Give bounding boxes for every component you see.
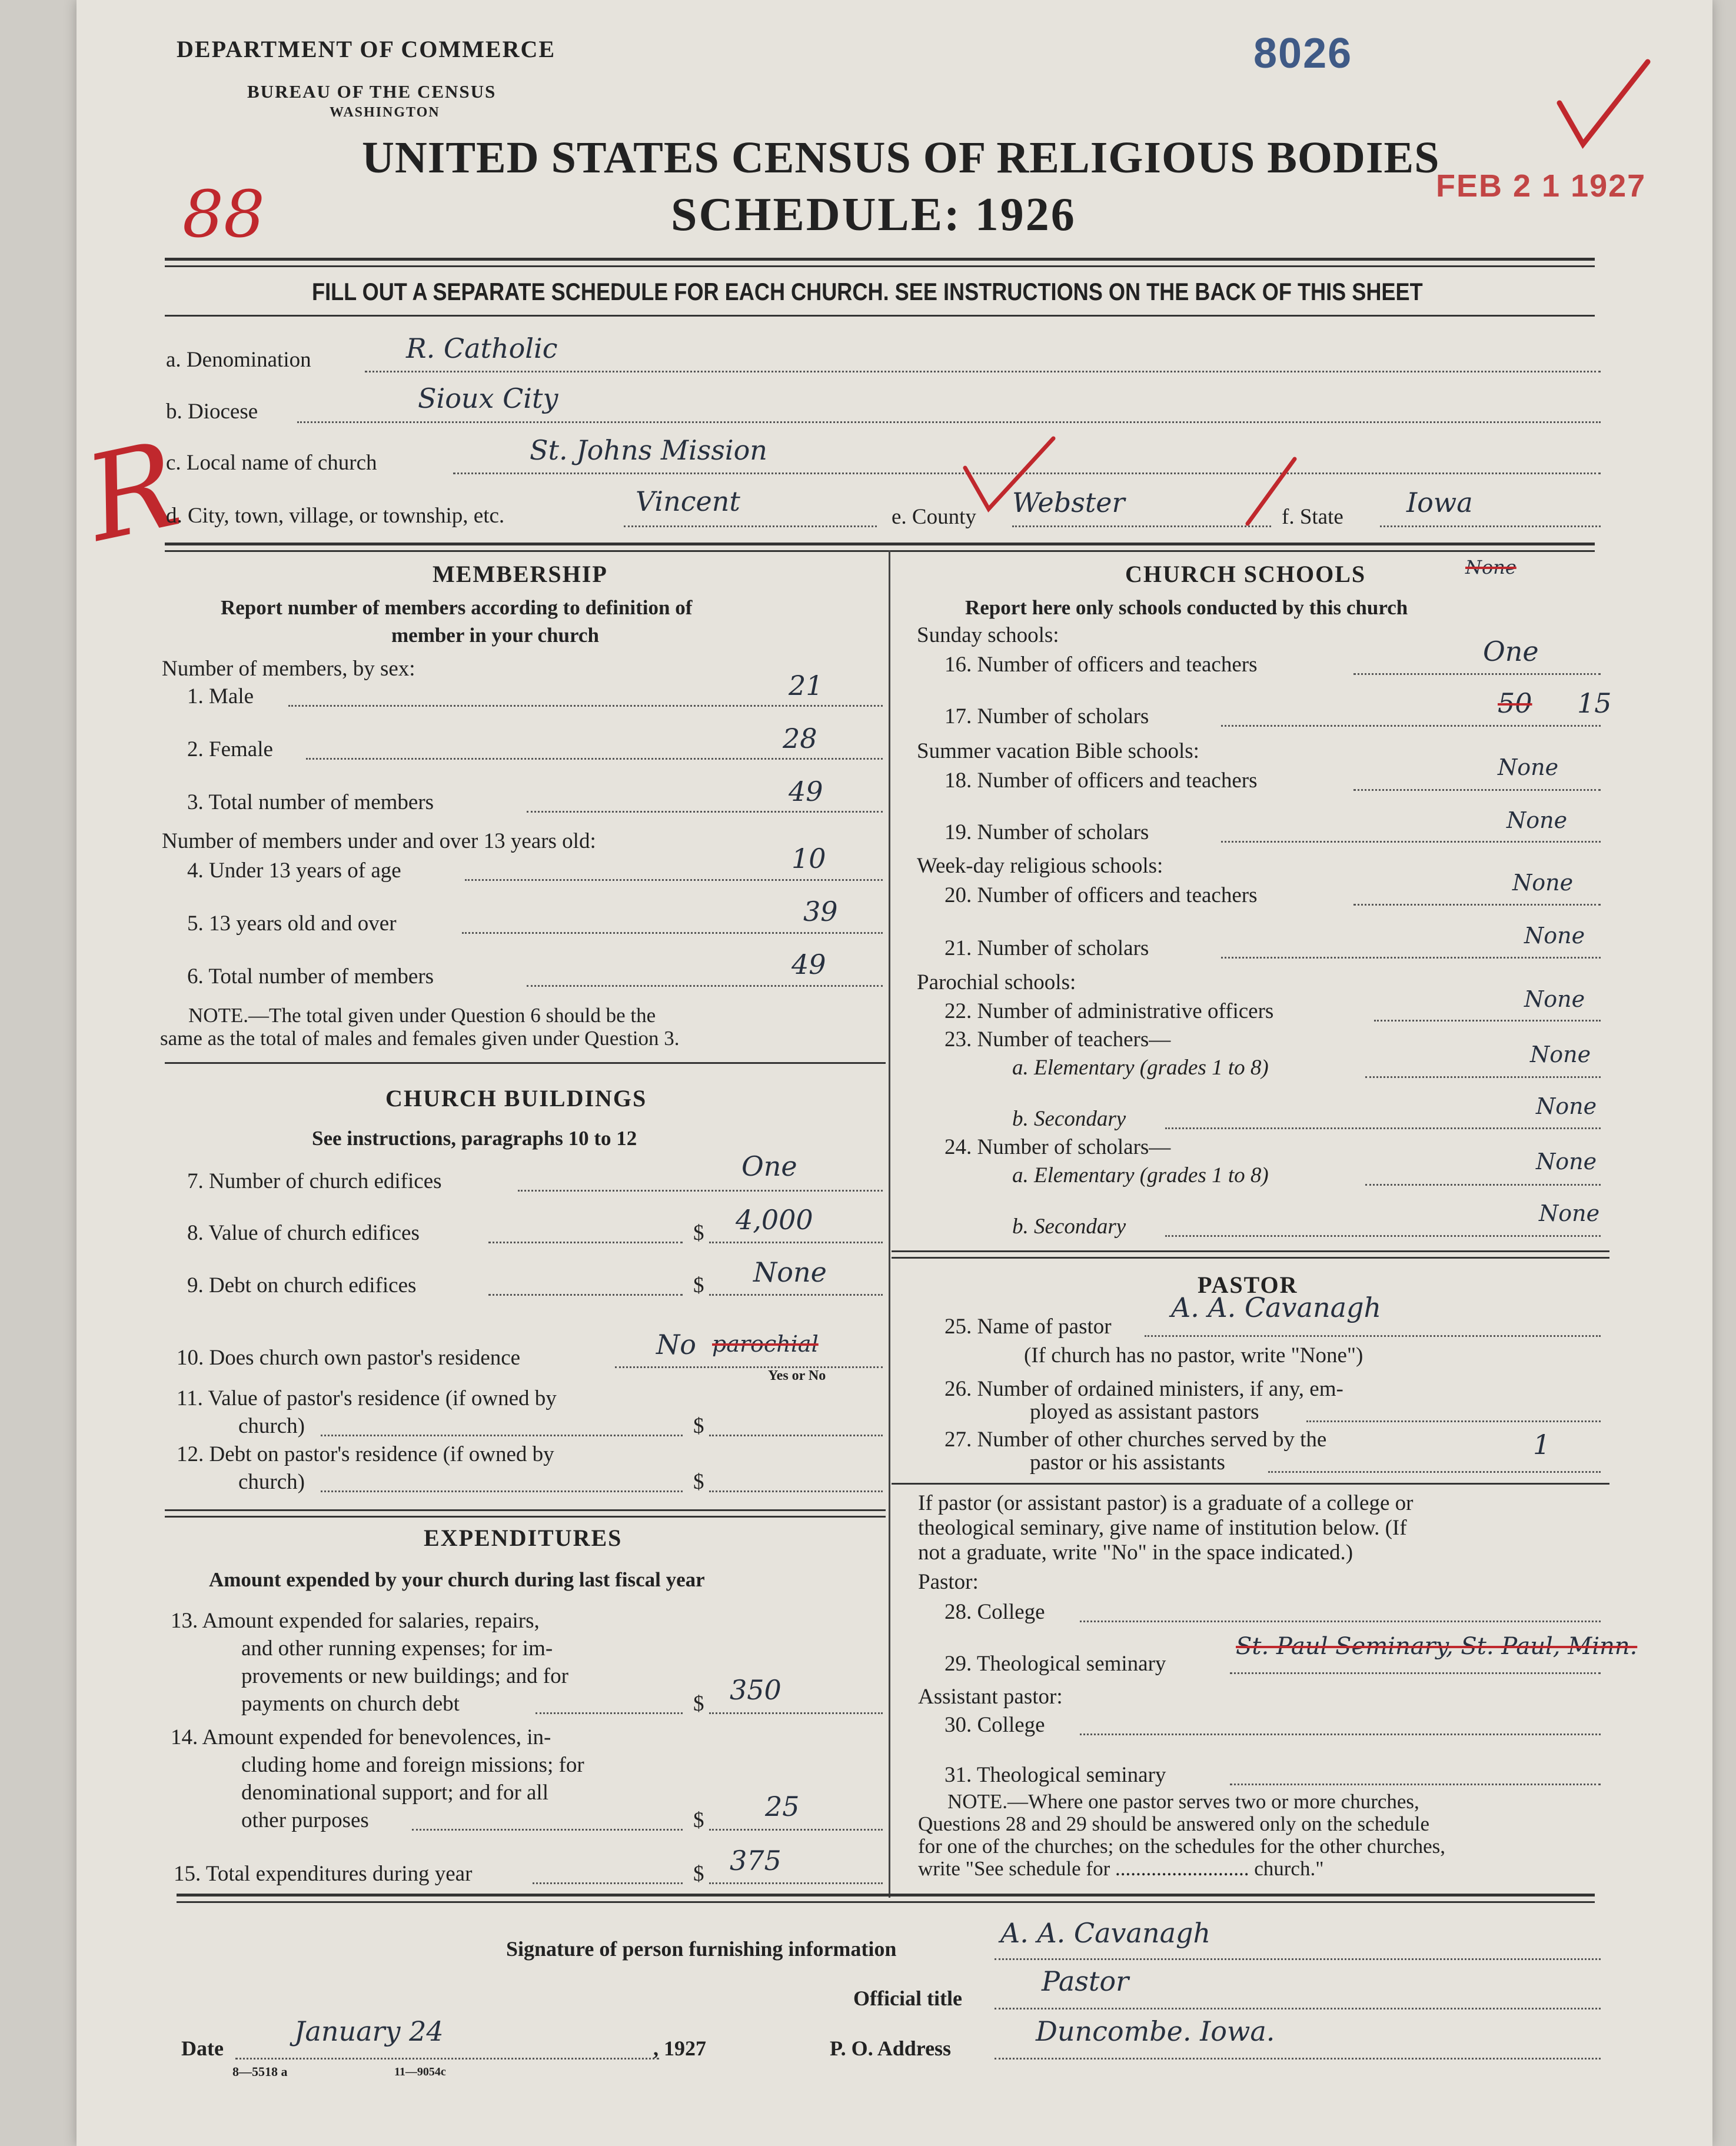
city-heading: WASHINGTON [330,105,440,120]
q27-label-2: pastor or his assistants [1030,1450,1225,1475]
expenditures-intro: Amount expended by your church during last fiscal year [209,1568,705,1591]
graduate-note-1: If pastor (or assistant pastor) is a graduate of a college or [918,1491,1414,1515]
received-date-stamp: FEB 2 1 1927 [1436,168,1647,204]
q19-value: None [1506,807,1568,833]
q1-label: 1. Male [187,684,254,708]
signature-value: A. A. Cavanagh [1000,1917,1211,1949]
q26-label-1: 26. Number of ordained ministers, if any, em- [945,1377,1343,1401]
q12-amount-line [709,1490,883,1492]
q24a-value: None [1536,1149,1597,1175]
summer-schools-heading: Summer vacation Bible schools: [917,739,1199,763]
q6-label: 6. Total number of members [187,964,434,989]
rule-id-2 [165,550,1595,552]
diocese-line [297,421,1601,423]
q15-currency: $ [693,1862,704,1886]
q8-value: 4,000 [736,1204,813,1236]
q27-line [1268,1471,1601,1473]
q25-label: 25. Name of pastor [945,1315,1112,1339]
q15-value: 375 [730,1845,781,1876]
pastor-note-2: Questions 28 and 29 should be answered only on the schedule [918,1812,1430,1835]
q23b-line [1165,1127,1601,1129]
po-address-value: Duncombe. Iowa. [1036,2015,1275,2047]
q8-label: 8. Value of church edifices [187,1221,420,1245]
q20-line [1353,904,1601,906]
q28-line [1080,1621,1601,1622]
rule-bottom-2 [177,1901,1595,1903]
date-value: January 24 [294,2015,444,2047]
diocese-label: b. Diocese [166,400,258,424]
q17-label: 17. Number of scholars [945,704,1149,728]
q22-value: None [1524,986,1585,1012]
q10-value: No [656,1329,696,1360]
q13-label-4: payments on church debt [241,1692,460,1716]
q6-line [527,985,883,987]
date-line [235,2058,659,2060]
q2-line [306,758,883,760]
q15-amount-line [709,1882,883,1884]
q9-currency: $ [693,1273,704,1297]
q11-label-2: church) [238,1414,305,1438]
schools-title: CHURCH SCHOOLS [1125,561,1366,587]
q7-value: One [741,1150,797,1182]
q13-amount-line [709,1712,883,1714]
q14-label-1: 14. Amount expended for benevolences, in- [171,1725,551,1749]
q21-line [1221,957,1601,959]
q14-label-3: denominational support; and for all [241,1781,548,1805]
schedule-number-stamp: 8026 [1253,30,1353,77]
q12-label-1: 12. Debt on pastor's residence (if owned by [177,1442,554,1466]
membership-intro-2: member in your church [391,624,599,647]
po-address-label: P. O. Address [830,2037,952,2060]
city-label: d. City, town, village, or township, etc. [166,504,505,528]
form-number: 8—5518 a [232,2064,288,2079]
q8-amount-line [709,1242,883,1243]
q7-label: 7. Number of church edifices [187,1169,442,1193]
official-title-label: Official title [853,1987,962,2010]
q23a-value: None [1530,1042,1591,1067]
q4-value: 10 [791,843,826,874]
graduate-note-3: not a graduate, write "No" in the space indicated.) [918,1541,1353,1565]
signature-label: Signature of person furnishing information [506,1937,897,1961]
q21-value: None [1524,923,1585,949]
q15-line [533,1882,683,1884]
q23b-label: b. Secondary [1012,1107,1126,1131]
membership-title: MEMBERSHIP [433,561,608,587]
q20-value: None [1512,870,1574,896]
q18-line [1353,789,1601,791]
q16-label: 16. Number of officers and teachers [945,653,1258,677]
official-title-value: Pastor [1042,1965,1129,1997]
q19-label: 19. Number of scholars [945,820,1149,844]
rule-id-1 [165,543,1595,545]
red-check-mark-icon [1554,56,1654,150]
pastor-note-1: NOTE.—Where one pastor serves two or more churches, [947,1790,1419,1813]
q8-currency: $ [693,1221,704,1245]
q3-value: 49 [789,776,823,807]
q14-label-4: other purposes [241,1808,369,1832]
print-number: 11—9054c [394,2065,446,2078]
q5-value: 39 [803,896,838,927]
q12-currency: $ [693,1470,704,1494]
q23a-line [1365,1076,1601,1078]
q25-hint: (If church has no pastor, write "None") [1024,1343,1363,1368]
q13-label-2: and other running expenses; for im- [241,1636,553,1661]
church-name-label: c. Local name of church [166,451,377,475]
county-value: Webster [1012,487,1125,518]
q31-line [1230,1784,1601,1785]
q18-label: 18. Number of officers and teachers [945,768,1258,793]
q28-label: 28. College [945,1600,1045,1624]
rule-right-3 [892,1483,1609,1485]
column-divider [889,550,890,1898]
members-by-age-heading: Number of members under and over 13 years old: [162,829,596,853]
rule-left-1 [165,1062,886,1064]
q5-label: 5. 13 years old and over [187,911,397,936]
membership-note-2: same as the total of males and females given under Question 3. [160,1027,680,1050]
q17-struck-value: 50 [1498,687,1532,719]
rule-bottom-1 [177,1894,1595,1897]
rule-right-1 [892,1250,1609,1252]
parochial-schools-heading: Parochial schools: [917,970,1076,994]
q29-line [1230,1672,1601,1674]
q10-line [615,1366,883,1368]
membership-intro-1: Report number of members according to definition of [221,596,693,619]
q3-line [527,811,883,813]
q10-label: 10. Does church own pastor's residence [177,1346,521,1370]
q1-line [288,705,883,707]
rule-right-2 [892,1257,1609,1259]
q26-label-2: ployed as assistant pastors [1030,1400,1259,1424]
rule-top-3 [165,315,1595,317]
q31-label: 31. Theological seminary [945,1763,1166,1787]
q14-amount-line [709,1829,883,1831]
q11-amount-line [709,1435,883,1436]
q29-value: St. Paul Seminary, St. Paul, Minn. [1236,1633,1638,1660]
q14-line [412,1829,683,1831]
rule-top-2 [165,265,1595,267]
q8-line [488,1242,683,1243]
po-address-line [995,2058,1601,2060]
q15-label: 15. Total expenditures during year [174,1862,473,1886]
q11-label-1: 11. Value of pastor's residence (if owned by [177,1386,557,1410]
denomination-line [365,371,1601,372]
graduate-note-2: theological seminary, give name of institution below. (If [918,1516,1407,1540]
pastor-note-4: write "See schedule for .......................... church." [918,1857,1324,1880]
q17-line [1221,725,1601,727]
sunday-schools-heading: Sunday schools: [917,623,1059,647]
q7-line [518,1190,883,1192]
assistant-education-heading: Assistant pastor: [918,1685,1063,1709]
q14-currency: $ [693,1808,704,1832]
q24-label: 24. Number of scholars— [945,1135,1171,1159]
rule-left-3 [165,1516,886,1518]
q13-label-3: provements or new buildings; and for [241,1664,568,1688]
q21-label: 21. Number of scholars [945,936,1149,960]
bureau-heading: BUREAU OF THE CENSUS [247,81,497,102]
q27-value: 1 [1533,1429,1551,1460]
q3-label: 3. Total number of members [187,790,434,814]
date-year: , 1927 [653,2037,706,2060]
q23-label: 23. Number of teachers— [945,1027,1171,1052]
q22-label: 22. Number of administrative officers [945,999,1274,1023]
city-value: Vincent [636,485,740,517]
q24a-line [1365,1184,1601,1186]
q16-line [1353,673,1601,675]
denomination-value: R. Catholic [406,332,558,364]
q11-currency: $ [693,1414,704,1438]
q9-line [488,1294,683,1296]
q2-value: 28 [783,723,817,754]
q22-line [1374,1020,1601,1022]
q25-value: A. A. Cavanagh [1171,1292,1382,1323]
q1-value: 21 [789,670,823,701]
schools-title-struck: None [1465,556,1516,578]
q24a-label: a. Elementary (grades 1 to 8) [1012,1163,1269,1187]
q23b-value: None [1536,1093,1597,1119]
rule-left-2 [165,1509,886,1511]
q13-currency: $ [693,1692,704,1716]
q9-value: None [753,1256,827,1288]
q25-line [1145,1335,1601,1337]
q24b-label: b. Secondary [1012,1215,1126,1239]
q12-line [321,1490,683,1492]
q14-label-2: cluding home and foreign missions; for [241,1753,584,1777]
q4-label: 4. Under 13 years of age [187,859,401,883]
q20-label: 20. Number of officers and teachers [945,883,1258,907]
rule-top-1 [165,258,1595,261]
department-heading: DEPARTMENT OF COMMERCE [177,36,556,62]
q10-struck-value: parochial [712,1331,819,1357]
county-line [1012,525,1271,527]
pastor-education-heading: Pastor: [918,1570,979,1594]
form-title: UNITED STATES CENSUS OF RELIGIOUS BODIES [362,133,1440,182]
q9-amount-line [709,1294,883,1296]
red-mark-number: 88 [182,177,265,252]
red-check-mark-icon [959,432,1059,515]
red-mark-letter: R [75,415,191,569]
q29-label: 29. Theological seminary [945,1652,1166,1676]
q12-label-2: church) [238,1470,305,1494]
q24b-line [1165,1235,1601,1237]
q18-value: None [1498,754,1559,780]
q13-line [536,1712,683,1714]
members-by-sex-heading: Number of members, by sex: [162,657,415,681]
q24b-value: None [1539,1200,1600,1226]
q23a-label: a. Elementary (grades 1 to 8) [1012,1056,1269,1080]
buildings-title: CHURCH BUILDINGS [385,1085,647,1112]
state-line [1380,525,1601,527]
date-label: Date [181,2037,224,2060]
city-line [624,525,877,527]
q26-line [1306,1420,1601,1422]
membership-note-1: NOTE.—The total given under Question 6 should be the [188,1004,656,1027]
q13-label-1: 13. Amount expended for salaries, repairs, [171,1609,540,1633]
state-value: Iowa [1406,487,1473,518]
form-instruction: FILL OUT A SEPARATE SCHEDULE FOR EACH CHURCH. SEE INSTRUCTIONS ON THE BACK OF THIS SHEET [312,278,1423,305]
q4-line [465,879,883,881]
weekday-schools-heading: Week-day religious schools: [917,854,1163,878]
q6-value: 49 [791,949,826,980]
expenditures-title: EXPENDITURES [424,1525,623,1551]
q13-value: 350 [730,1674,781,1706]
q19-line [1221,841,1601,843]
q5-line [462,932,883,934]
q10-hint: Yes or No [768,1368,826,1383]
q30-label: 30. College [945,1713,1045,1737]
red-slash-mark-icon [1236,453,1301,530]
church-name-value: St. Johns Mission [530,434,767,466]
form-subtitle: SCHEDULE: 1926 [671,189,1076,241]
schools-intro: Report here only schools conducted by this church [965,596,1408,619]
q2-label: 2. Female [187,737,273,761]
q17-value: 15 [1577,687,1612,719]
q16-value: One [1483,636,1539,667]
q30-line [1080,1734,1601,1735]
pastor-title: PASTOR [1198,1272,1298,1298]
diocese-value: Sioux City [418,382,558,414]
state-label: f. State [1282,505,1343,529]
q14-value: 25 [765,1791,800,1822]
q27-label-1: 27. Number of other churches served by the [945,1428,1327,1452]
q11-line [321,1435,683,1436]
signature-line [995,1958,1601,1960]
official-title-line [995,2008,1601,2009]
q9-label: 9. Debt on church edifices [187,1273,417,1297]
buildings-intro: See instructions, paragraphs 10 to 12 [312,1127,637,1150]
county-label: e. County [892,505,976,529]
pastor-note-3: for one of the churches; on the schedules for the other churches, [918,1835,1446,1858]
denomination-label: a. Denomination [166,348,311,372]
